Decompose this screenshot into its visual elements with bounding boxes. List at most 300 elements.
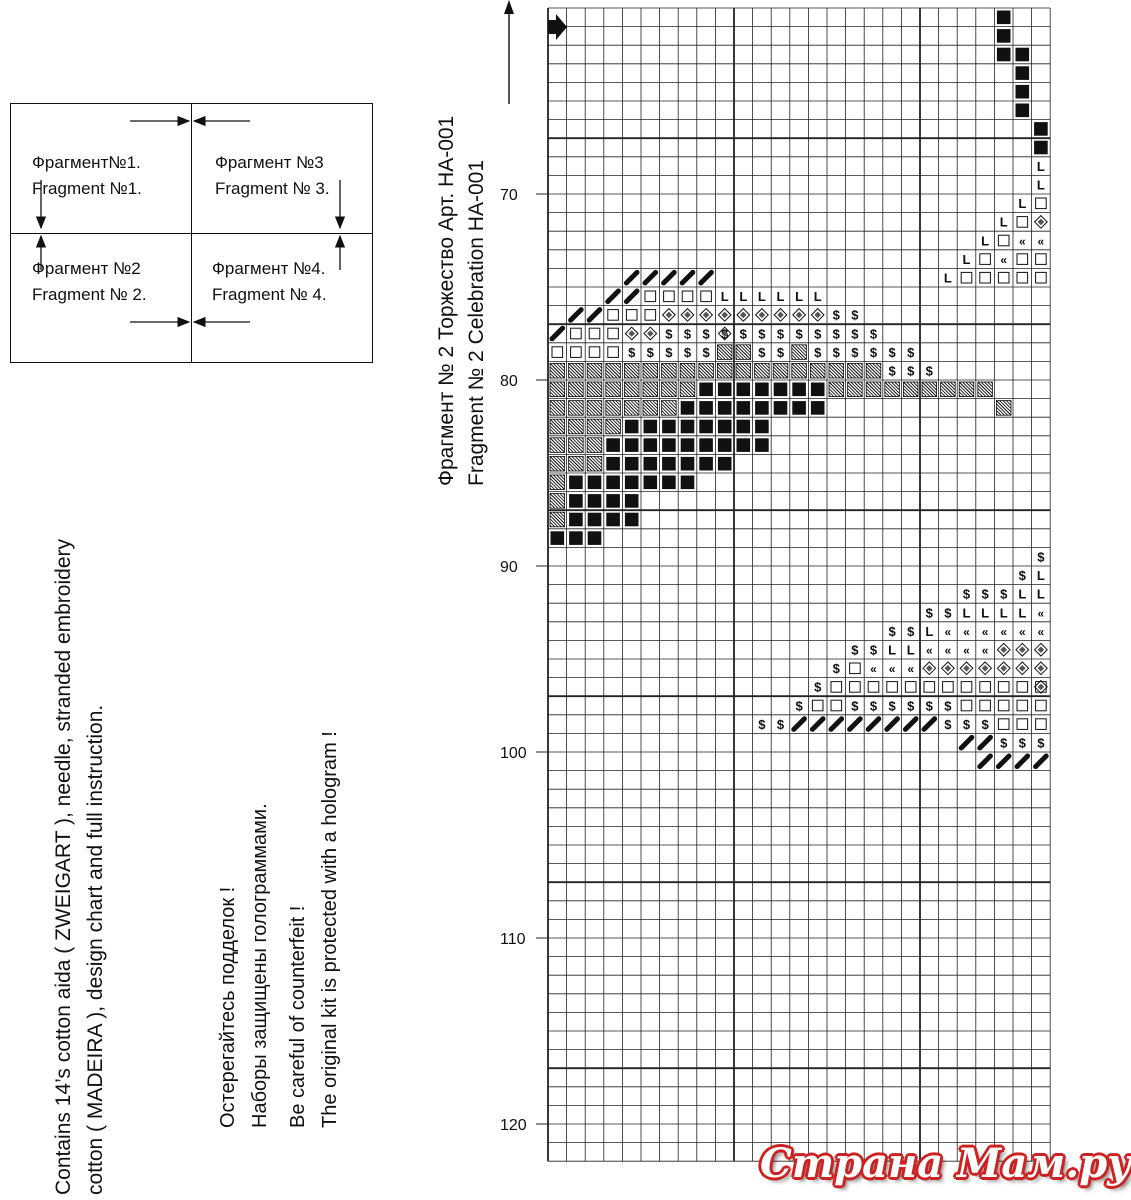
stitch-black [588, 531, 602, 545]
svg-text:«: « [1000, 624, 1008, 639]
stitch-square [664, 291, 675, 302]
fragment-3-label: Фрагмент №3 Fragment № 3. [215, 153, 330, 198]
svg-text:«: « [907, 662, 915, 677]
row-label: 90 [500, 559, 518, 576]
svg-text:$: $ [702, 344, 710, 360]
stitch-hatch [587, 382, 602, 397]
stitch-ell [888, 643, 896, 658]
svg-text:«: « [944, 643, 952, 658]
stitch-slash [645, 272, 656, 283]
chart-title: Фрагмент № 2 Торжество Арт. НА-001 Fragment № 2 Celebration HA-001 [435, 115, 488, 486]
svg-text:$: $ [776, 716, 785, 732]
svg-text:$: $ [683, 326, 692, 342]
stitch-black [662, 457, 676, 471]
svg-text:«: « [1018, 624, 1026, 639]
stitch-chevron [982, 625, 989, 639]
stitch-hatch [903, 382, 918, 397]
stitch-black [699, 457, 713, 471]
stitch-diamond [793, 309, 806, 322]
stitch-diamond [979, 662, 992, 675]
stitch-hatch [680, 382, 695, 397]
stitch-square [626, 310, 637, 321]
stitch-diamond [663, 309, 676, 322]
svg-text:$: $ [628, 344, 636, 360]
stitch-dollar [870, 643, 878, 658]
stitch-black [625, 457, 639, 471]
svg-text:$: $ [888, 363, 896, 379]
svg-text:«: « [1018, 234, 1026, 249]
stitch-black [625, 476, 639, 490]
stitch-ell [907, 643, 915, 658]
svg-text:«: « [981, 624, 989, 639]
stitch-dollar [870, 698, 878, 713]
stitch-black [588, 513, 602, 527]
stitch-dollar [740, 326, 748, 341]
svg-text:$: $ [758, 326, 766, 342]
stitch-dollar [684, 345, 692, 360]
svg-text:L: L [1018, 586, 1027, 602]
stitch-dollar [777, 345, 785, 360]
stitch-square [980, 700, 991, 711]
stitch-hatch [922, 382, 937, 397]
stitch-hatch [885, 382, 900, 397]
stitch-black [811, 383, 825, 397]
row-labels [500, 187, 527, 1134]
stitch-black [755, 383, 769, 397]
stitch-hatch [550, 382, 565, 397]
stitch-hatch [978, 382, 993, 397]
svg-text:L: L [1036, 568, 1045, 584]
svg-text:«: « [1037, 624, 1045, 639]
stitch-chevron [1019, 625, 1026, 639]
stitch-black [737, 420, 751, 434]
svg-text:L: L [1036, 177, 1045, 193]
svg-text:$: $ [1000, 586, 1008, 602]
stitch-hatch [569, 363, 584, 378]
stitch-hatch [643, 401, 658, 416]
stitch-square [552, 347, 563, 358]
stitch-dollar [795, 698, 803, 713]
stitch-chevron [963, 625, 970, 639]
stitch-black [606, 494, 620, 508]
stitch-slash [831, 719, 842, 730]
stitch-black [644, 476, 658, 490]
stitch-dollar [833, 326, 841, 341]
stitch-hatch [587, 363, 602, 378]
svg-text:«: « [944, 624, 952, 639]
stitch-chevron [1019, 234, 1026, 248]
stitch-diamond [700, 309, 713, 322]
svg-text:$: $ [1018, 735, 1026, 751]
stitch-diamond [756, 309, 769, 322]
stitch-hatch [606, 401, 621, 416]
stitch-dollar [888, 364, 896, 379]
stitch-hatch [550, 419, 565, 434]
stitch-square [608, 347, 619, 358]
watermark-logo: Страна Мам.ру [760, 1140, 1131, 1187]
stitch-hatch [569, 419, 584, 434]
stitch-dollar [814, 680, 822, 695]
svg-text:$: $ [869, 642, 878, 658]
stitch-hatch [662, 363, 677, 378]
stitch-black [792, 383, 806, 397]
svg-text:$: $ [907, 698, 915, 714]
svg-text:$: $ [832, 344, 840, 360]
stitch-diamond [923, 662, 936, 675]
stitch-ell [1037, 568, 1045, 583]
svg-text:L: L [999, 605, 1008, 621]
stitch-slash [1017, 756, 1028, 767]
stitch-square [887, 682, 898, 693]
stitch-slash [608, 291, 619, 302]
stitch-black [1016, 48, 1030, 62]
stitch-ell [981, 233, 989, 248]
svg-text:L: L [906, 642, 915, 658]
stitch-hatch [848, 363, 863, 378]
stitch-square [943, 682, 954, 693]
stitch-ell [1000, 215, 1008, 230]
svg-text:L: L [1036, 586, 1045, 602]
fragment-4-label: Фрагмент №4. Fragment № 4. [212, 259, 327, 304]
stitch-dollar [628, 345, 636, 360]
stitch-diamond [1035, 216, 1048, 229]
stitch-black [1016, 85, 1030, 99]
stitch-slash [924, 719, 935, 730]
stitch-slash [868, 719, 879, 730]
svg-text:$: $ [758, 344, 766, 360]
svg-text:$: $ [962, 716, 971, 732]
stitch-dollar [1037, 550, 1045, 565]
stitch-hatch [606, 419, 621, 434]
stitch-dollar [851, 698, 859, 713]
stitch-hatch [624, 401, 639, 416]
stitch-black [997, 11, 1011, 25]
stitch-hatch [680, 363, 695, 378]
stitch-square [1017, 700, 1028, 711]
svg-text:$: $ [944, 698, 952, 714]
stitch-black [1016, 66, 1030, 80]
stitch-black [681, 457, 695, 471]
stitch-hatch [550, 456, 565, 471]
svg-text:L: L [757, 289, 766, 305]
stitch-black [699, 401, 713, 415]
stitch-dollar [795, 326, 803, 341]
stitch-hatch [624, 382, 639, 397]
stitch-hatch [866, 363, 881, 378]
stitch-slash [701, 272, 712, 283]
stitch-dollar [833, 661, 841, 676]
stitch-black [1034, 141, 1048, 155]
stitch-square [1017, 272, 1028, 283]
stitch-black [681, 476, 695, 490]
stitch-black [662, 420, 676, 434]
stitch-ell [963, 605, 971, 620]
stitch-square [980, 682, 991, 693]
stitch-dollar [665, 326, 673, 341]
stitch-hatch [792, 345, 807, 360]
svg-text:$: $ [776, 344, 785, 360]
svg-text:«: « [1000, 252, 1008, 267]
stitch-chevron [1000, 253, 1007, 267]
stitch-square [608, 328, 619, 339]
stitch-black [1034, 122, 1048, 136]
stitch-black [699, 438, 713, 452]
svg-text:$: $ [665, 344, 673, 360]
svg-text:«: « [981, 643, 989, 658]
svg-text:$: $ [665, 326, 673, 342]
stitch-black [606, 476, 620, 490]
stitch-square [645, 310, 656, 321]
stitch-square [812, 700, 823, 711]
stitch-square [850, 682, 861, 693]
stitch-chevron [945, 644, 952, 658]
stitch-dollar [851, 345, 859, 360]
stitch-chevron [870, 662, 877, 676]
stitch-black [699, 420, 713, 434]
row-label: 80 [500, 373, 518, 390]
stitch-hatch [699, 363, 714, 378]
svg-text:L: L [925, 623, 934, 639]
stitch-black [662, 438, 676, 452]
svg-text:«: « [1037, 234, 1045, 249]
stitch-diamond [997, 662, 1010, 675]
stitch-hatch [569, 382, 584, 397]
svg-text:L: L [813, 289, 822, 305]
stitch-hatch [606, 382, 621, 397]
stitch-hatch [736, 345, 751, 360]
svg-text:$: $ [814, 679, 822, 695]
svg-text:L: L [1018, 196, 1027, 212]
stitch-black [811, 401, 825, 415]
stitch-black [755, 401, 769, 415]
stitch-square [1036, 198, 1047, 209]
svg-text:L: L [962, 251, 971, 267]
stitch-square [961, 272, 972, 283]
stitch-hatch [662, 401, 677, 416]
stitch-hatch [569, 401, 584, 416]
stitch-dollar [851, 308, 859, 323]
stitch-square [961, 700, 972, 711]
stitch-dollar [758, 326, 766, 341]
stitch-dollar [981, 717, 989, 732]
stitch-ell [1000, 605, 1008, 620]
stitch-ell [758, 289, 766, 304]
stitch-hatch [587, 401, 602, 416]
svg-text:$: $ [888, 698, 896, 714]
svg-text:L: L [776, 289, 785, 305]
stitch-dollar [870, 326, 878, 341]
stitch-dollar [926, 605, 934, 620]
stitch-square [571, 328, 582, 339]
stitch-slash [794, 719, 805, 730]
stitch-slash [664, 272, 675, 283]
svg-text:L: L [981, 605, 990, 621]
stitch-diamond [737, 309, 750, 322]
chart-cells [550, 11, 1048, 767]
stitch-black [699, 383, 713, 397]
stitch-ell [795, 289, 803, 304]
stitch-dollar [758, 717, 766, 732]
stitch-square [998, 682, 1009, 693]
svg-text:$: $ [1000, 735, 1008, 751]
svg-text:$: $ [962, 586, 971, 602]
svg-text:$: $ [925, 698, 933, 714]
svg-text:$: $ [925, 605, 933, 621]
stitch-hatch [587, 456, 602, 471]
svg-text:$: $ [869, 698, 878, 714]
stitch-slash [552, 328, 563, 339]
stitch-black [551, 531, 565, 545]
stitch-hatch [848, 382, 863, 397]
chart-grid [536, 8, 1050, 1161]
stitch-black [606, 513, 620, 527]
stitch-hatch [587, 419, 602, 434]
stitch-square [1017, 254, 1028, 265]
stitch-dollar [1000, 736, 1008, 751]
stitch-black [737, 383, 751, 397]
stitch-dollar [981, 587, 989, 602]
stitch-chevron [907, 662, 914, 676]
stitch-square [831, 682, 842, 693]
stitch-black [737, 438, 751, 452]
stitch-chevron [1000, 625, 1007, 639]
stitch-hatch [550, 363, 565, 378]
stitch-dollar [963, 587, 971, 602]
stitch-square [645, 291, 656, 302]
stitch-black [625, 438, 639, 452]
stitch-dollar [907, 364, 915, 379]
stitch-dollar [870, 345, 878, 360]
stitch-dollar [814, 345, 822, 360]
stitch-hatch [792, 363, 807, 378]
stitch-dollar [1037, 736, 1045, 751]
svg-text:$: $ [981, 716, 989, 732]
stitch-slash [626, 291, 637, 302]
svg-text:«: « [870, 662, 877, 677]
svg-text:$: $ [851, 307, 859, 323]
stitch-dollar [944, 698, 952, 713]
stitch-dollar [684, 326, 692, 341]
stitch-black [662, 476, 676, 490]
stitch-black [569, 513, 583, 527]
svg-text:L: L [999, 214, 1008, 230]
svg-text:L: L [739, 289, 748, 305]
stitch-black [792, 401, 806, 415]
stitch-dollar [758, 345, 766, 360]
stitch-square [905, 682, 916, 693]
svg-text:«: « [925, 643, 933, 658]
stitch-hatch [810, 363, 825, 378]
fragment-1-label: Фрагмент№1. Fragment №1. [32, 153, 142, 198]
stitch-ell [944, 271, 952, 286]
stitch-square [850, 663, 861, 674]
row-label: 110 [500, 931, 526, 948]
svg-text:$: $ [981, 586, 989, 602]
stitch-hatch [959, 382, 974, 397]
stitch-dollar [944, 717, 952, 732]
fragment-2-label: Фрагмент №2 Fragment № 2. [32, 259, 147, 304]
row-label: 120 [500, 1117, 527, 1134]
svg-text:L: L [962, 605, 971, 621]
stitch-square [1017, 682, 1028, 693]
stitch-slash [571, 310, 582, 321]
stitch-hatch [550, 494, 565, 509]
stitch-ell [981, 605, 989, 620]
stitch-chevron [963, 644, 970, 658]
stitch-square [980, 254, 991, 265]
stitch-slash [812, 719, 823, 730]
stitch-ell [739, 289, 747, 304]
stitch-slash [1036, 756, 1047, 767]
cross-stitch-chart [500, 0, 1059, 1180]
stitch-black [644, 457, 658, 471]
svg-text:L: L [1018, 605, 1027, 621]
stitch-dollar [944, 605, 952, 620]
stitch-square [998, 719, 1009, 730]
warning-text: Остерегайтесь подделок ! Наборы защищены голограммами. Be careful of counterfeit ! The original kit is protected with a hologram ! [217, 731, 341, 1128]
svg-text:$: $ [907, 344, 915, 360]
stitch-ell [925, 624, 933, 639]
svg-text:$: $ [888, 623, 896, 639]
stitch-dollar [647, 345, 655, 360]
stitch-square [831, 700, 842, 711]
stitch-black [997, 48, 1011, 62]
stitch-black [569, 494, 583, 508]
stitch-square [998, 272, 1009, 283]
stitch-black [606, 438, 620, 452]
stitch-dollar [777, 326, 785, 341]
stitch-dollar [702, 345, 710, 360]
stitch-square [998, 700, 1009, 711]
svg-text:$: $ [1037, 549, 1045, 565]
stitch-diamond [1035, 643, 1048, 656]
svg-text:$: $ [795, 326, 803, 342]
stitch-hatch [996, 401, 1011, 416]
stitch-dollar [907, 624, 915, 639]
stitch-black [625, 494, 639, 508]
stitch-black [718, 420, 732, 434]
stitch-hatch [717, 363, 732, 378]
stitch-hatch [550, 475, 565, 490]
svg-text:$: $ [944, 605, 952, 621]
stitch-black [774, 401, 788, 415]
svg-text:L: L [720, 289, 729, 305]
svg-text:«: « [963, 624, 970, 639]
svg-text:$: $ [814, 326, 822, 342]
stitch-hatch [736, 363, 751, 378]
stitch-slash [961, 737, 972, 748]
stitch-slash [905, 719, 916, 730]
stitch-dollar [1000, 587, 1008, 602]
svg-text:«: « [1037, 606, 1045, 621]
stitch-ell [1037, 178, 1045, 193]
stitch-square [998, 235, 1009, 246]
stitch-black [737, 401, 751, 415]
stitch-dollar [888, 624, 896, 639]
stitch-ell [721, 289, 729, 304]
stitch-hatch [550, 512, 565, 527]
stitch-hatch [941, 382, 956, 397]
stitch-hatch [606, 363, 621, 378]
stitch-diamond [997, 643, 1010, 656]
stitch-black [997, 29, 1011, 43]
stitch-slash [980, 737, 991, 748]
stitch-hatch [643, 382, 658, 397]
stitch-dollar [851, 643, 859, 658]
svg-text:L: L [981, 233, 990, 249]
stitch-black [588, 494, 602, 508]
contents-text: Contains 14’s cotton aida ( ZWEIGART ), needle, stranded embroidery cotton ( MADEIRA ), design chart and full instruction. [52, 539, 107, 1195]
